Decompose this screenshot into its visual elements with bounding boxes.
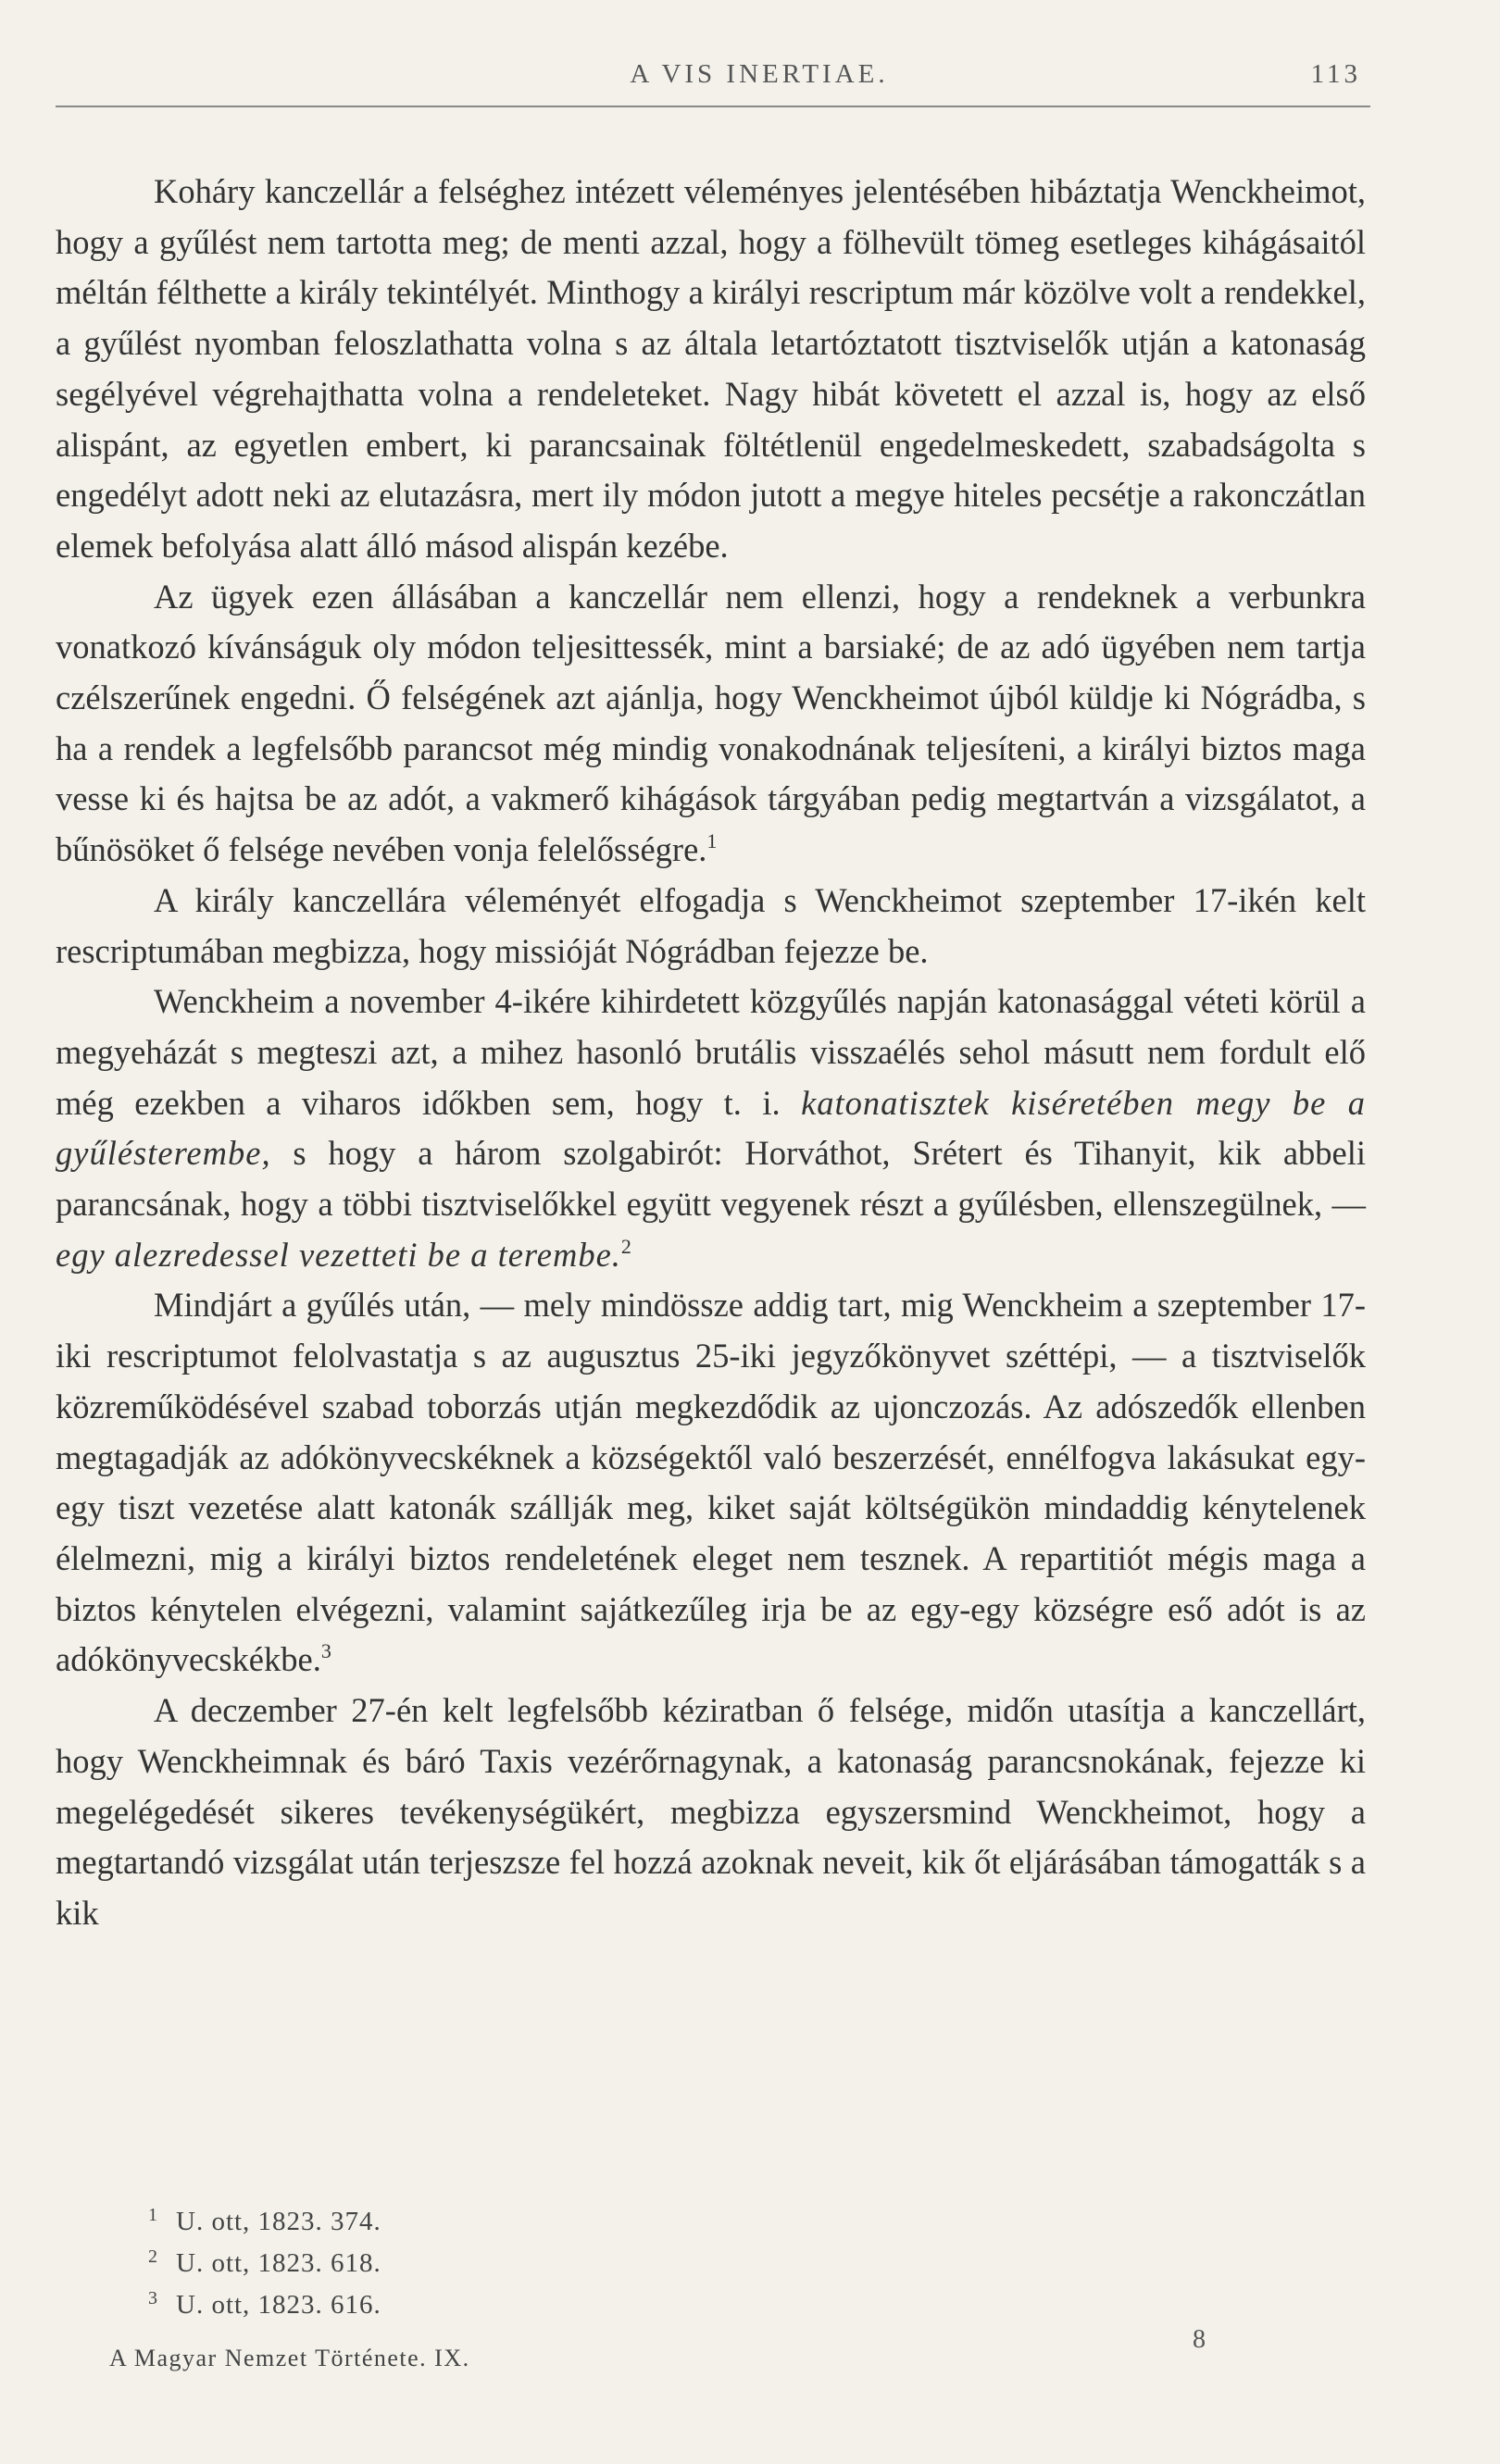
body-text [56,167,1366,1939]
paragraph [56,977,1366,1280]
text-run: Wenckheim a november 4-ikére kihirdetett közgyűlés napján katonasággal véteti körül a megyeházát s megteszi azt, a mihez hasonló brutális visszaélés sehol másutt nem fordult elő még ezekben a viharos időkben sem, hogy t. i. [56,982,1366,1122]
text-run: Az ügyek ezen állásában a kanczellár nem ellenzi, hogy a rendeknek a verbunkra vonatkozó kívánságuk oly módon teljesittessék, mint a barsiaké; de az adó ügyében nem tartja czélszerűnek engedni. Ő felségének azt ajánlja, hogy Wenckheimot újból küldje ki Nógrádba, s ha a rendek a legfelsőbb parancsot még mindig vonakodnának teljesíteni, a királyi biztos maga vesse ki és hajtsa be az adót, a vakmerő kihágások tárgyában pedig megtartván a vizsgálatot, a bűnösöket ő felsége nevében vonja felelősségre. [56,577,1366,869]
text-run: Koháry kanczellár a felséghez intézett véleményes jelentésében hibáztatja Wenckheimot, hogy a gyűlést nem tartotta meg; de menti azzal, hogy a fölhevült tömeg esetleges kihágásaitól méltán félthette a király tekintélyét. Minthogy a királyi rescriptum már közölve volt a rendekkel, a gyűlést nyomban feloszlathatta volna s az általa letartóztatott tisztviselők utján a katonaság segélyével végrehajthatta volna a rendeleteket. Nagy hibát követett el azzal is, hogy az első alispánt, az egyetlen embert, ki parancsainak föltétlenül engedelmeskedett, szabadságolta s engedélyt adott neki az elutazásra, mert ily módon jutott a megye hiteles pecsétje a rakonczátlan elemek befolyása alatt álló másod alispán kezébe. [56,172,1366,565]
text-run: s hogy a három szolgabirót: Horváthot, Srétert és Tihanyit, kik abbeli parancsának, hogy a többi tisztviselőkkel együtt vegyenek részt a gyűlésben, ellenszegülnek, — [56,1134,1366,1224]
running-title: A VIS INERTIAE. [630,59,889,89]
footnote-text: U. ott, 1823. 618. [176,2248,381,2278]
paragraph [56,167,1366,572]
footnote-text: U. ott, 1823. 616. [176,2290,381,2320]
header-rule [56,106,1370,107]
paragraph [56,876,1366,977]
sheet-number: 8 [1193,2325,1206,2354]
text-run: A deczember 27-én kelt legfelsőbb kéziratban ő felsége, midőn utasítja a kanczellárt, hogy Wenckheimnak és báró Taxis vezérőrnagynak, a katonaság parancsnokának, fejezze ki megelégedését sikeres tevékenységükért, megbizza egyszersmind Wenckheimot, hogy a megtartandó vizsgálat után terjeszsze fel hozzá azoknak neveit, kik őt eljárásában támogatták s a kik [56,1691,1366,1932]
footnote: 2 U. ott, 1823. 618. [148,2246,381,2278]
footnote-text: U. ott, 1823. 374. [176,2207,381,2236]
emphasized-text: katonatisztek kiséretében megy be a gyűlésterembe, [56,1083,1366,1173]
text-run: A király kanczellára véleményét elfogadja s Wenckheimot szeptember 17-ikén kelt rescriptumában megbizza, hogy missióját Nógrádban fejezze be. [56,880,1366,970]
signature-line: A Magyar Nemzet Története. IX. [109,2345,470,2371]
text-run: Mindjárt a gyűlés után, — mely mindössze addig tart, mig Wenckheim a szeptember 17-iki rescriptumot felolvastatja s az augusztus 25-iki jegyzőkönyvet széttépi, — a tisztviselők közreműködésével szabad toborzás utján megkezdődik az ujonczozás. Az adószedők ellenben megtagadják az adókönyvecskéknek a községektől való beszerzését, ennélfogva lakásukat egy-egy tiszt vezetése alatt katonák szállják meg, kiket saját költségükön mindaddig kénytelenek élelmezni, mig a királyi biztos rendeletének eleget nem tesznek. A repartitiót mégis maga a biztos kénytelen elvégezni, valamint sajátkezűleg irja be az egy-egy községre eső adót is az adókönyvecskékbe. [56,1286,1366,1679]
footnotes [148,2201,1074,2326]
emphasized-text: egy alezredessel vezetteti be a terembe. [56,1235,621,1274]
footnote-reference: 1 [706,829,718,853]
page-number: 113 [1310,59,1361,89]
footnote-reference: 3 [320,1639,331,1663]
running-head [157,59,1361,98]
footnote: 3 U. ott, 1823. 616. [148,2288,381,2320]
footnote: 1 U. ott, 1823. 374. [148,2205,381,2236]
paragraph [56,1280,1366,1686]
paragraph [56,572,1366,876]
paragraph [56,1686,1366,1939]
footnote-reference: 2 [620,1234,631,1258]
